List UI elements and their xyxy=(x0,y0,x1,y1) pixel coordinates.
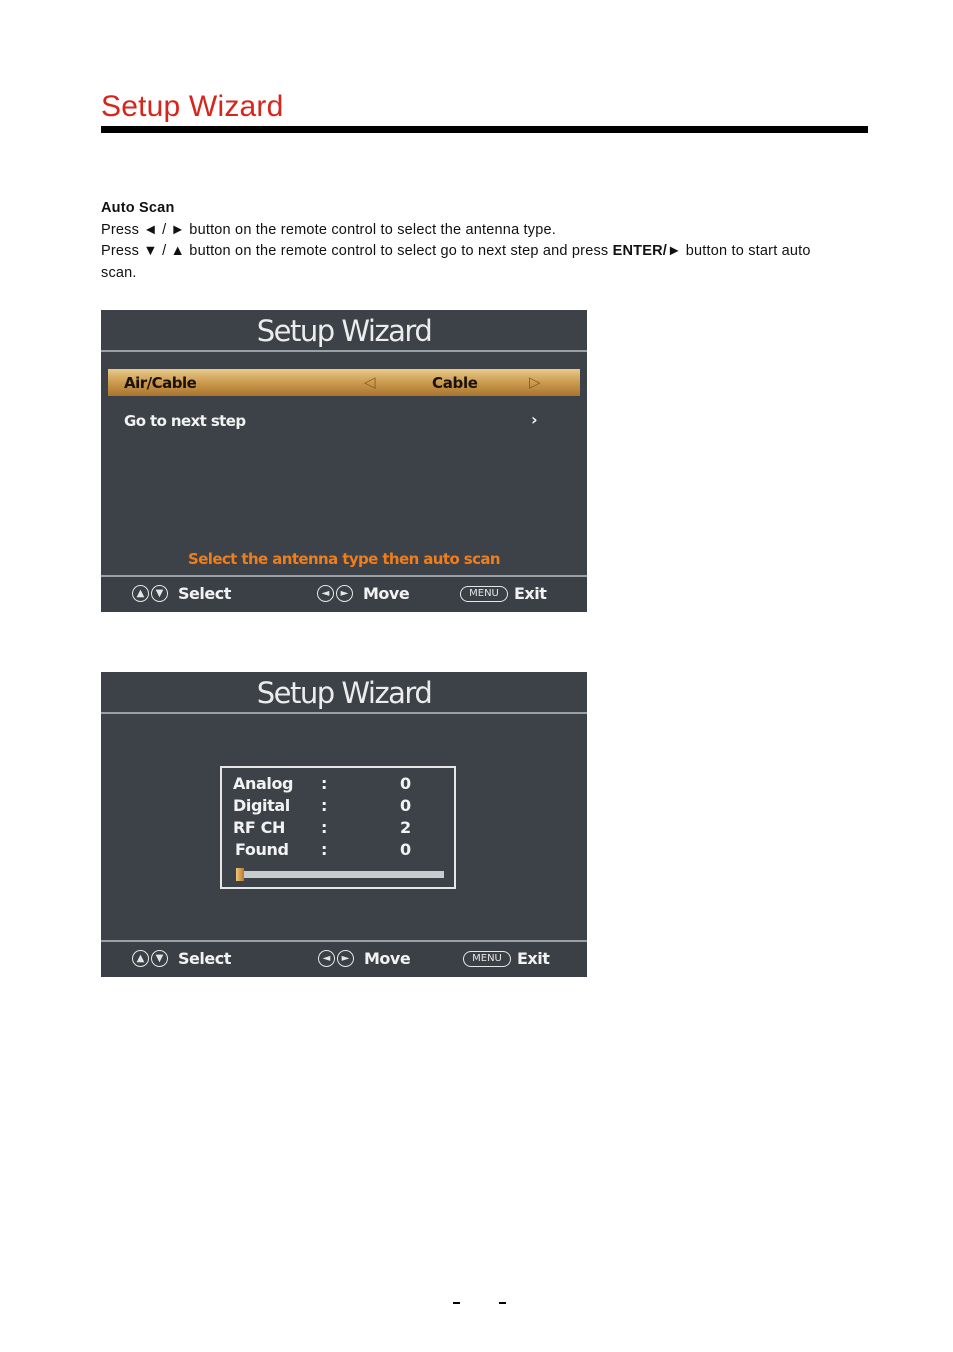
footer-exit-label: Exit xyxy=(514,584,547,603)
footer-select-label: Select xyxy=(178,949,231,968)
scan-progress-bar xyxy=(236,871,444,878)
chevron-right-icon: › xyxy=(531,410,538,429)
scan-label: Analog xyxy=(233,774,294,793)
page-number-dash-left xyxy=(453,1302,460,1304)
section-heading: Auto Scan xyxy=(101,200,175,216)
setup-wizard-screen-antenna xyxy=(101,310,587,612)
footer-select-label: Select xyxy=(178,584,231,603)
scan-separator: : xyxy=(321,840,327,859)
footer-move-label: Move xyxy=(363,584,410,603)
footer-exit xyxy=(463,949,549,968)
instructions xyxy=(101,198,821,284)
scan-label: Digital xyxy=(233,796,290,815)
instruction-line-2-end: button to start auto scan. xyxy=(101,243,811,281)
footer-select xyxy=(132,584,231,603)
antenna-type-value: Cable xyxy=(432,374,478,392)
left-arrow-icon: ◄ xyxy=(318,950,335,967)
right-arrow-icon: ► xyxy=(337,950,354,967)
menu-row-label: Air/Cable xyxy=(124,374,197,392)
menu-row-air-cable[interactable] xyxy=(108,369,580,396)
scan-separator: : xyxy=(321,818,327,837)
hint-text: Select the antenna type then auto scan xyxy=(188,550,500,568)
scan-value: 0 xyxy=(400,796,411,815)
footer-select xyxy=(132,949,231,968)
left-arrow-icon: ◄ xyxy=(317,585,334,602)
footer-exit-label: Exit xyxy=(517,949,550,968)
screen-header xyxy=(101,310,587,352)
page-number-marker xyxy=(453,1302,507,1304)
right-arrow-icon: ► xyxy=(336,585,353,602)
scan-label: RF CH xyxy=(233,818,285,837)
screen-title: Setup Wizard xyxy=(256,676,432,710)
instruction-line-2 xyxy=(101,241,821,284)
footer-exit xyxy=(460,584,546,603)
scan-progress-fill xyxy=(236,868,244,881)
enter-key-label: ENTER/► xyxy=(612,243,682,260)
scan-separator: : xyxy=(321,796,327,815)
arrow-right-icon[interactable]: ▷ xyxy=(529,373,541,391)
instruction-line-1: Press ◄ / ► button on the remote control to select the antenna type. xyxy=(101,221,556,238)
screen-title: Setup Wizard xyxy=(256,314,432,348)
title-divider xyxy=(101,126,868,133)
scan-label: Found xyxy=(235,840,289,859)
arrow-left-icon[interactable]: ◁ xyxy=(364,373,376,391)
page-number-dash-right xyxy=(499,1302,506,1304)
setup-wizard-screen-scan xyxy=(101,672,587,977)
down-arrow-icon: ▼ xyxy=(151,585,168,602)
footer-move-label: Move xyxy=(364,949,411,968)
menu-row-go-to-next-step[interactable]: Go to next step xyxy=(124,412,246,430)
footer-move xyxy=(318,949,410,968)
scan-value: 2 xyxy=(400,818,411,837)
menu-key-icon: MENU xyxy=(463,951,511,967)
scan-status-panel xyxy=(220,766,456,889)
scan-separator: : xyxy=(321,774,327,793)
footer-move xyxy=(317,584,409,603)
scan-value: 0 xyxy=(400,840,411,859)
up-arrow-icon: ▲ xyxy=(132,950,149,967)
screen-footer xyxy=(101,575,587,612)
screen-footer xyxy=(101,940,587,977)
up-arrow-icon: ▲ xyxy=(132,585,149,602)
instruction-line-2-start: Press ▼ / ▲ button on the remote control to select go to next step and press xyxy=(101,243,613,260)
screen-header xyxy=(101,672,587,714)
menu-key-icon: MENU xyxy=(460,586,508,602)
down-arrow-icon: ▼ xyxy=(151,950,168,967)
scan-value: 0 xyxy=(400,774,411,793)
page-title: Setup Wizard xyxy=(101,90,284,123)
